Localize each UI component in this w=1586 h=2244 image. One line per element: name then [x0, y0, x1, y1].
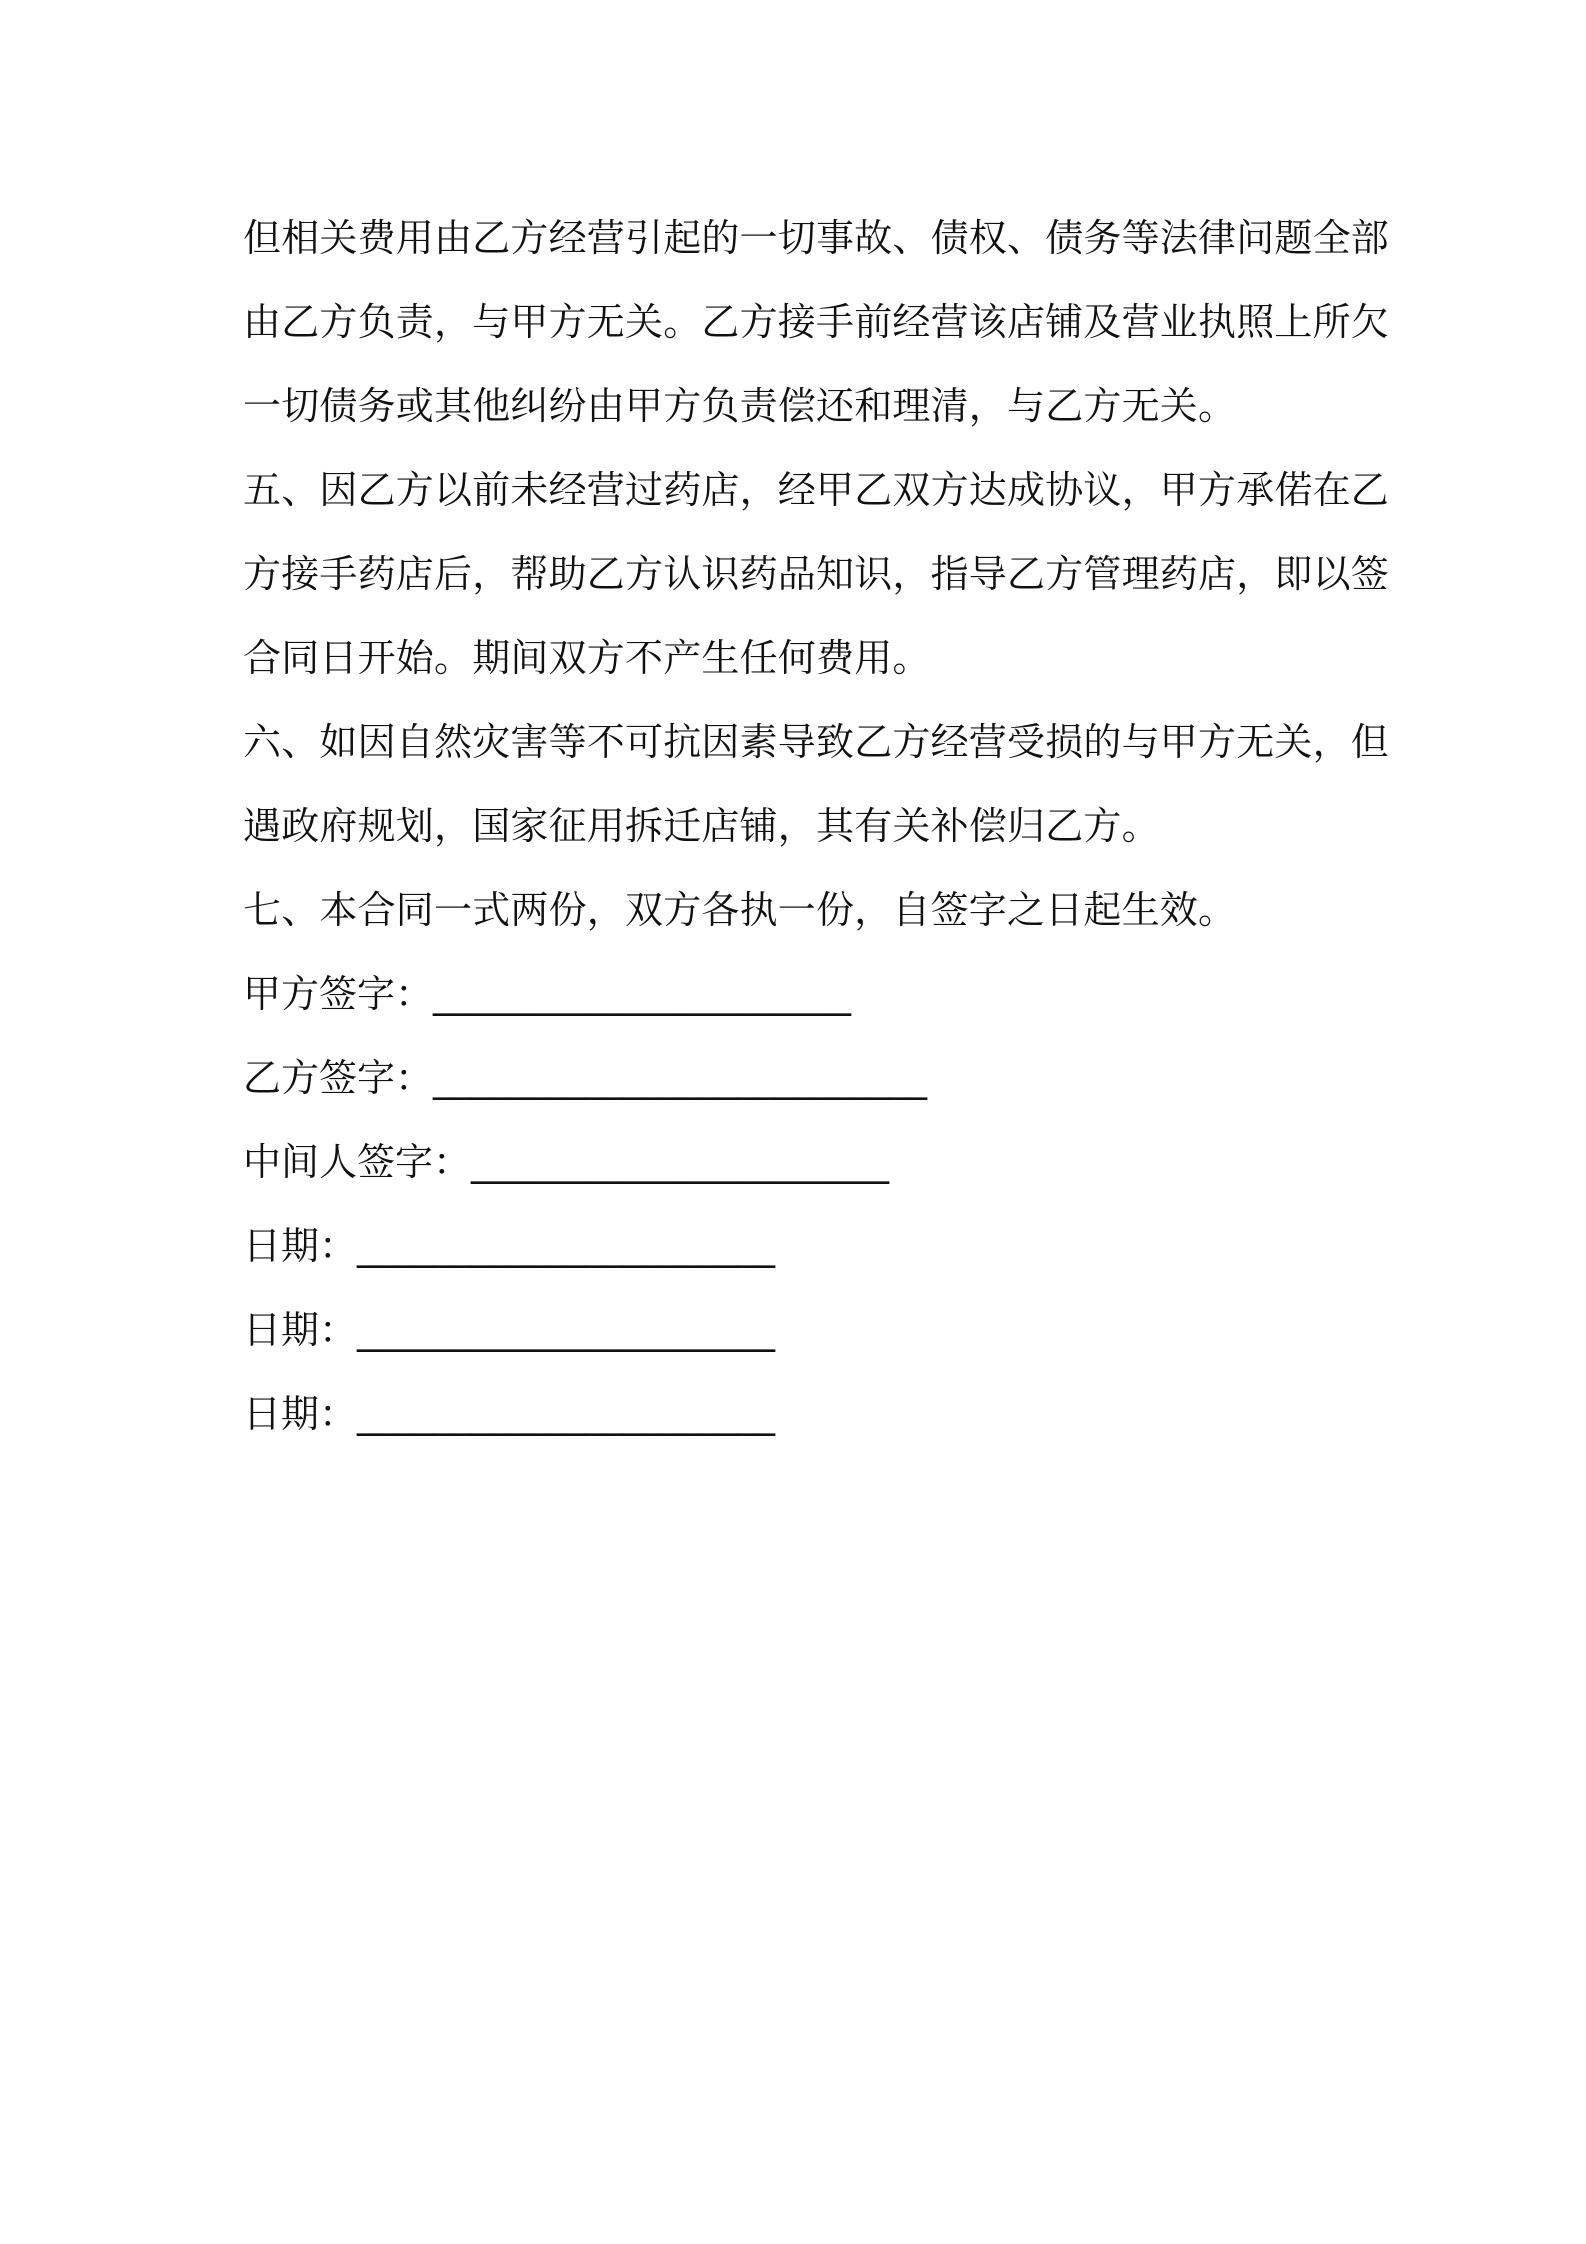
document-body — [243, 196, 1390, 1456]
date-line: 日期：______________________ — [243, 1308, 776, 1352]
paragraph-line: 由乙方负责，与甲方无关。乙方接手前经营该店铺及营业执照上所欠 — [243, 300, 1390, 344]
date-line: 日期：______________________ — [243, 1224, 776, 1268]
paragraph-line: 但相关费用由乙方经营引起的一切事故、债权、债务等法律问题全部 — [243, 216, 1390, 260]
clause-7-line: 七、本合同一式两份，双方各执一份，自签字之日起生效。 — [243, 888, 1237, 932]
clause-5-line: 合同日开始。期间双方不产生任何费用。 — [243, 636, 931, 680]
clause-5-line: 方接手药店后，帮助乙方认识药品知识，指导乙方管理药店，即以签 — [243, 552, 1390, 596]
paragraph-line: 一切债务或其他纠纷由甲方负责偿还和理清，与乙方无关。 — [243, 384, 1237, 428]
date-line: 日期：______________________ — [243, 1392, 776, 1436]
clause-6-line: 遇政府规划，国家征用拆迁店铺，其有关补偿归乙方。 — [243, 804, 1160, 848]
party-b-signature-line: 乙方签字：__________________________ — [243, 1056, 928, 1100]
intermediary-signature-line: 中间人签字：______________________ — [243, 1140, 890, 1184]
clause-5-line: 五、因乙方以前未经营过药店，经甲乙双方达成协议，甲方承偌在乙 — [243, 468, 1390, 512]
party-a-signature-line: 甲方签字：______________________ — [243, 972, 852, 1016]
clause-6-line: 六、如因自然灾害等不可抗因素导致乙方经营受损的与甲方无关，但 — [243, 720, 1390, 764]
